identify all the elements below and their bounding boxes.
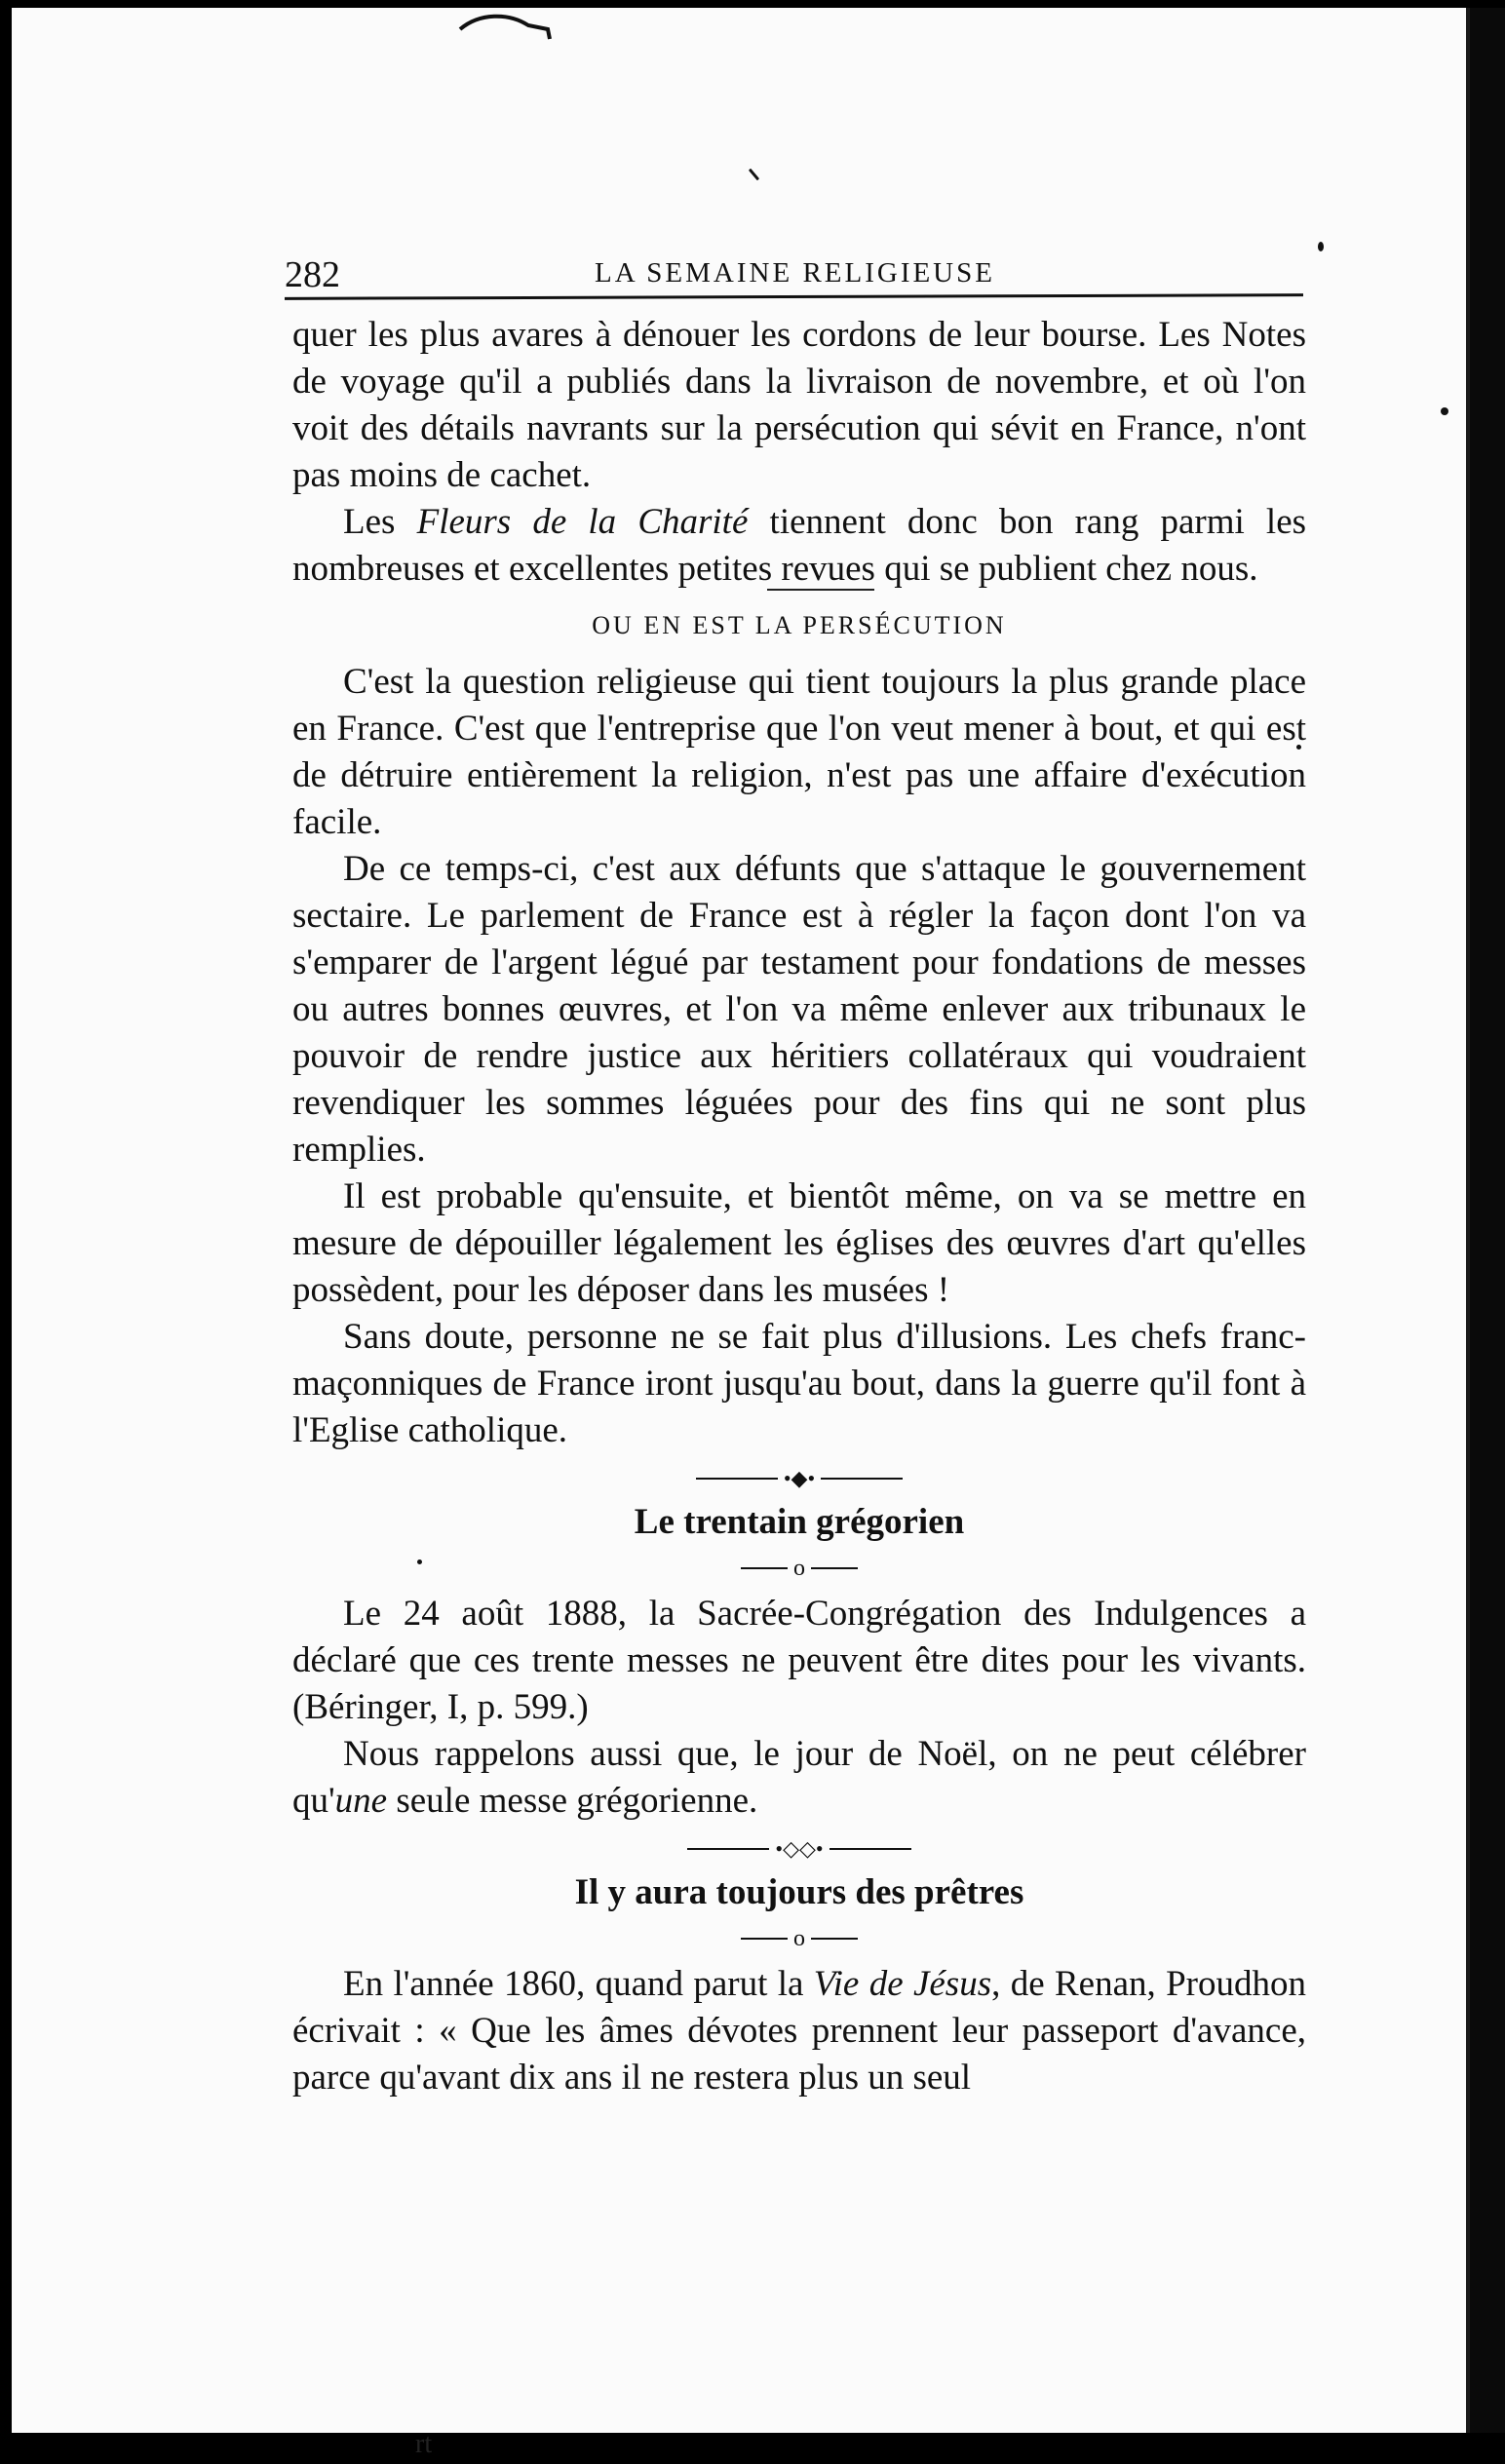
paragraph-text: seule messe grégorienne.: [387, 1781, 758, 1821]
italic-word: une: [334, 1781, 388, 1821]
ornament-mark: •◆•: [783, 1465, 816, 1490]
paragraph: C'est la question religieuse qui tient toujours la plus grande place en France. C'est que l'entreprise que l'on veut mener à bout, et qui est de détruire entièrement la religion, n'est pas une affaire d'exécution facile.: [292, 662, 1306, 842]
ornament-line: [741, 1938, 788, 1940]
ornament-mark: •◇◇•: [775, 1835, 824, 1861]
paragraph: [292, 1961, 1306, 2101]
body-text: [292, 312, 1306, 2101]
ornament-line: [830, 1848, 911, 1850]
paragraph: [292, 1731, 1306, 1825]
ornament-separator: [292, 1460, 1306, 1493]
paragraph: [292, 499, 1306, 593]
paragraph-text: , de Renan, Proudhon écrivait : « Que les âmes dévotes prennent leur passeport d'avance, parce qu'avant dix ans il ne restera plus un seul: [292, 1964, 1306, 2098]
o-separator: [292, 1920, 1306, 1953]
italic-title: Fleurs de la Charité: [416, 502, 749, 542]
scan-artifact-mark: [441, 8, 567, 47]
page-number: 282: [285, 254, 340, 295]
ornament-line: [687, 1848, 769, 1850]
speck: [749, 169, 759, 181]
speck: [1441, 407, 1448, 415]
paragraph: Le 24 août 1888, la Sacrée-Congrégation des Indulgences a déclaré que ces trente messes ne peuvent être dites pour les vivants. (Béringer, I, p. 599.): [292, 1594, 1306, 1727]
book-binding-shadow: [1470, 8, 1505, 2433]
article-title: Le trentain grégorien: [634, 1502, 965, 1542]
ornament-line: [741, 1567, 788, 1569]
ornament-mark: o: [793, 1556, 805, 1582]
ornament-line: [696, 1478, 778, 1480]
paragraph-text: tiennent donc bon rang parmi les nombreuses et excellentes petites revues qui se publient chez nous.: [292, 502, 1307, 589]
page-header: [285, 246, 1308, 294]
header-rule: [285, 293, 1303, 300]
bottom-scan-mark: rt: [415, 2429, 433, 2459]
paragraph-text: Les: [343, 502, 396, 542]
scanned-page: [12, 8, 1470, 2459]
speck: [1318, 242, 1324, 251]
section-heading: OU EN EST LA PERSÉCUTION: [592, 611, 1007, 639]
article-title: Il y aura toujours des prêtres: [574, 1872, 1024, 1912]
paragraph-text: En l'année 1860, quand parut la: [343, 1964, 814, 2004]
paragraph-text: Nous rappelons aussi que, le jour de Noël, on ne peut célébrer qu': [292, 1734, 1306, 1821]
ornament-mark: o: [793, 1926, 805, 1952]
paragraph: Sans doute, personne ne se fait plus d'illusions. Les chefs franc-maçonniques de France iront jusqu'au bout, dans la guerre qu'il font à l'Eglise catholique.: [292, 1317, 1306, 1450]
ornament-separator: [292, 1830, 1306, 1864]
italic-title: Vie de Jésus: [813, 1964, 992, 2004]
paragraph: quer les plus avares à dénouer les cordons de leur bourse. Les Notes de voyage qu'il a publiés dans la livraison de novembre, et où l'on voit des détails navrants sur la persécution qui sévit en France, n'ont pas moins de cachet.: [292, 315, 1306, 495]
paragraph: De ce temps-ci, c'est aux défunts que s'attaque le gouvernement sectaire. Le parlement de France est à régler la façon dont l'on va s'emparer de l'argent légué par testament pour fondations de messes ou autres bonnes œuvres, et l'on va même enlever aux tribunaux le pouvoir de rendre justice aux héritiers collatéraux qui voudraient revendiquer les sommes léguées pour des fins qui ne sont plus remplies.: [292, 849, 1306, 1170]
ornament-line: [811, 1938, 858, 1940]
ornament-line: [821, 1478, 903, 1480]
ornament-line: [811, 1567, 858, 1569]
separator-rule: [767, 589, 874, 591]
o-separator: [292, 1550, 1306, 1583]
running-title: LA SEMAINE RELIGIEUSE: [595, 257, 995, 289]
paragraph: Il est probable qu'ensuite, et bientôt même, on va se mettre en mesure de dépouiller légalement les églises des œuvres d'art qu'elles possèdent, pour les déposer dans les musées !: [292, 1176, 1306, 1310]
page-edge: [1466, 8, 1470, 2433]
